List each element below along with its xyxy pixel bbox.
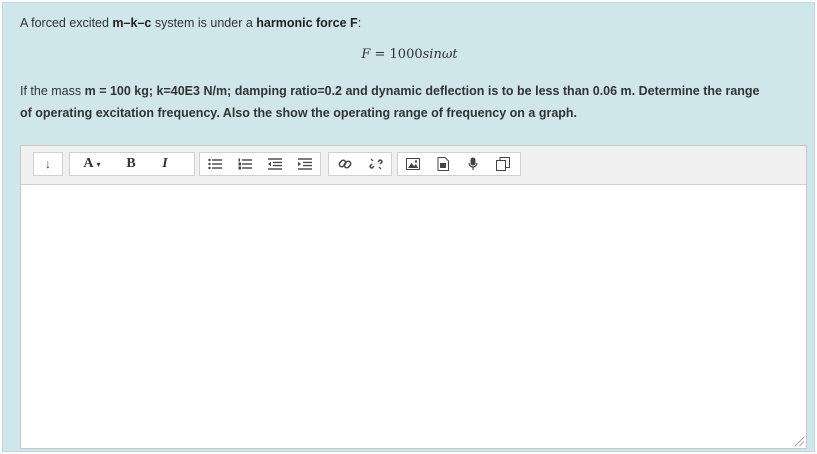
toolbar-group-collapse	[33, 152, 63, 176]
unlink-icon	[369, 157, 383, 171]
answer-text-area[interactable]	[21, 185, 806, 448]
ordered-list-button[interactable]	[230, 153, 260, 175]
unordered-list-button[interactable]	[200, 153, 230, 175]
unlink-button[interactable]	[360, 153, 391, 175]
insert-media-button[interactable]	[428, 153, 458, 175]
toolbar-group-format	[69, 152, 195, 176]
answer-editor	[20, 145, 807, 449]
link-icon	[338, 157, 352, 171]
indent-icon	[298, 158, 312, 170]
show-more-buttons[interactable]	[34, 153, 62, 175]
question-task: of operating excitation frequency. Also the show the operating range of frequency on a graph.	[20, 106, 578, 120]
microphone-icon	[468, 157, 478, 171]
italic-button[interactable]: I	[162, 156, 168, 171]
insert-link-button[interactable]	[329, 153, 360, 175]
force-formula: F = 1000sinωt	[361, 47, 458, 62]
media-file-icon	[437, 157, 449, 171]
toolbar-group-media	[397, 152, 521, 176]
outdent-button[interactable]	[260, 153, 290, 175]
arrow-down-icon: ↓	[45, 157, 51, 171]
toolbar-group-links	[328, 152, 392, 176]
record-audio-button[interactable]	[458, 153, 488, 175]
toolbar-group-lists	[199, 152, 321, 176]
bullet-list-icon	[208, 158, 222, 170]
paragraph-styles-button[interactable]: A ▾	[83, 156, 101, 171]
insert-image-button[interactable]	[398, 153, 428, 175]
indent-button[interactable]	[290, 153, 320, 175]
outdent-icon	[268, 158, 282, 170]
question-given-values: If the mass m = 100 kg; k=40E3 N/m; damping ratio=0.2 and dynamic deflection is to be less than 0.06 m. Determine the range	[20, 84, 760, 98]
resize-handle-icon[interactable]	[795, 437, 804, 446]
manage-files-button[interactable]	[488, 153, 518, 175]
numbered-list-icon	[238, 158, 252, 170]
caret-down-icon: ▾	[96, 159, 101, 169]
bold-button[interactable]: B	[126, 156, 136, 171]
editor-toolbar	[21, 146, 806, 185]
copy-files-icon	[496, 157, 510, 171]
question-intro: A forced excited m–k–c system is under a harmonic force F:	[20, 16, 362, 30]
image-icon	[406, 158, 420, 170]
question-panel	[2, 2, 815, 452]
